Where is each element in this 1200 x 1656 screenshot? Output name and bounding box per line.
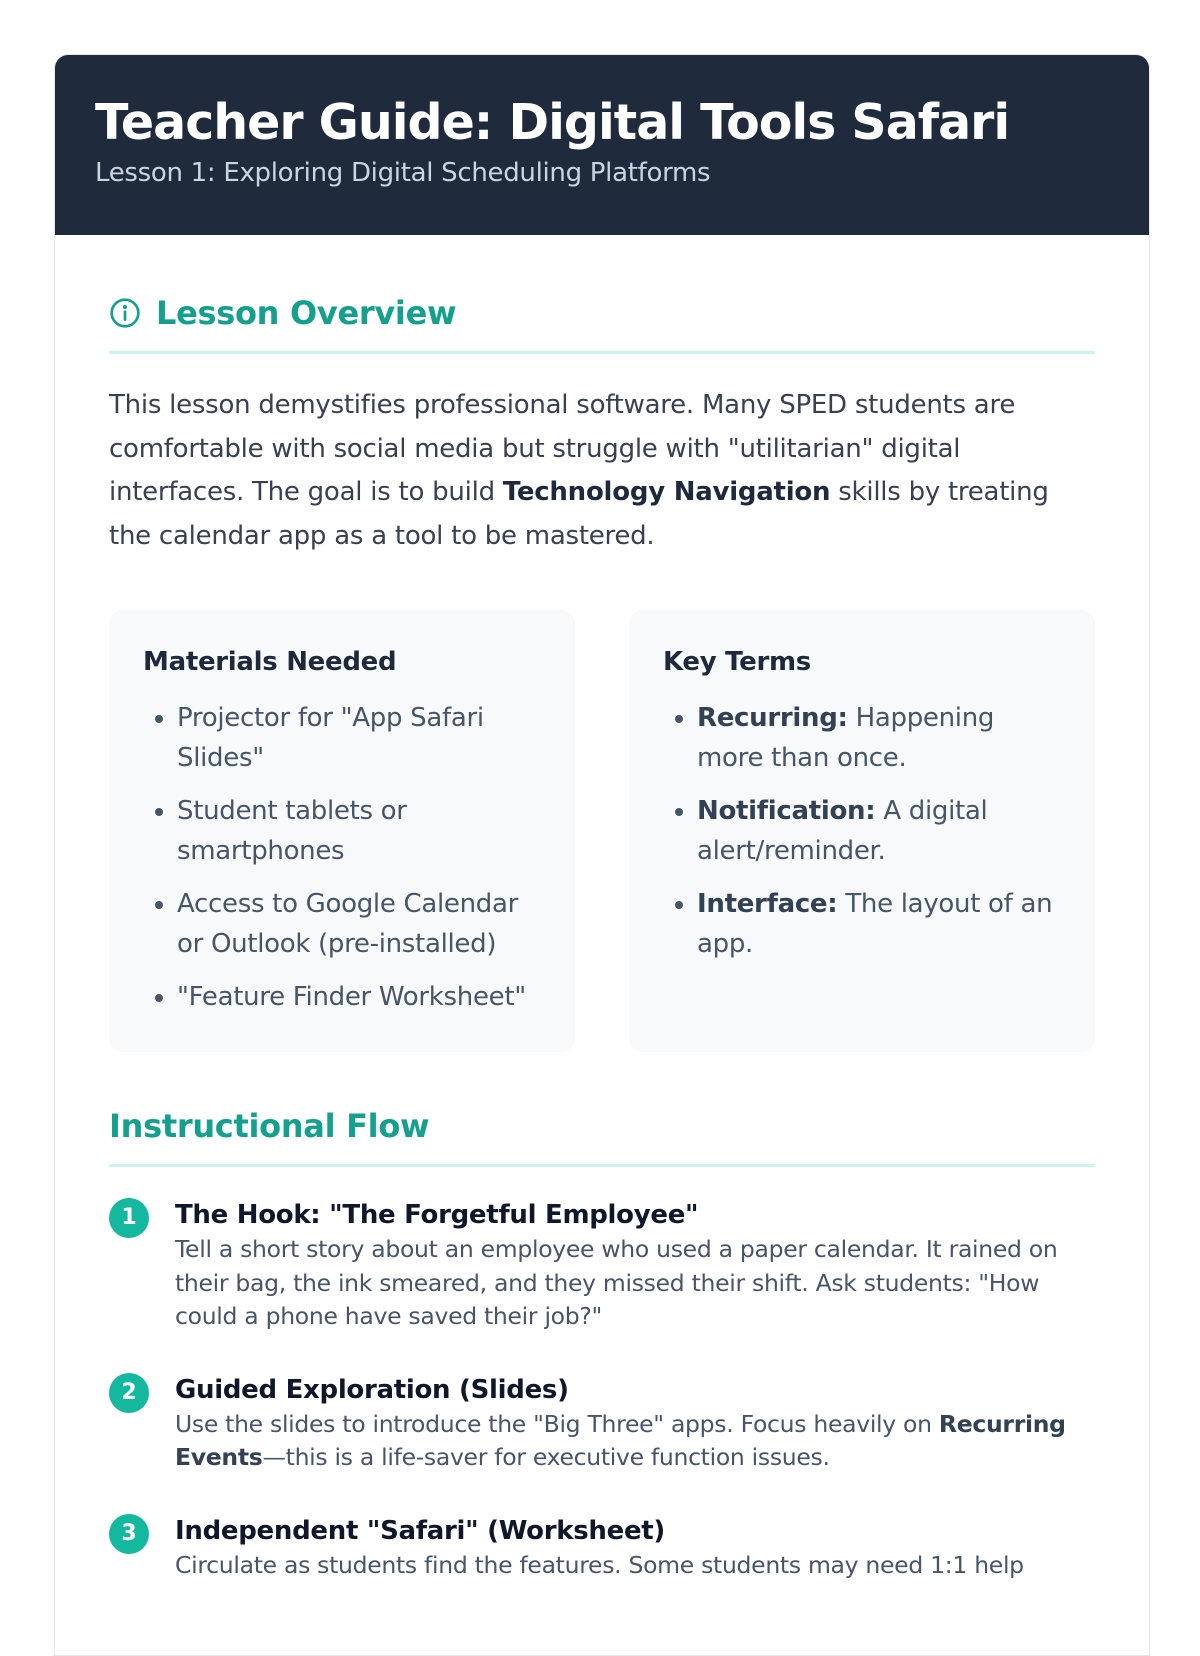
page-title: Teacher Guide: Digital Tools Safari bbox=[95, 94, 1010, 151]
step-text: Tell a short story about an employee who used a paper calendar. It rained on their bag, the ink smeared, and they missed their shift. Ask students: "How could a phone have saved their job?" bbox=[175, 1235, 1058, 1330]
step-number-badge: 2 bbox=[109, 1373, 149, 1413]
page-content bbox=[55, 293, 1149, 1582]
step-text-bold: Recurring Events bbox=[175, 1409, 1066, 1471]
overview-text-part: This lesson demystifies professional software. Many SPED students are comfortable with social media but struggle with "utilitarian" digital interfaces. The goal is to build bbox=[109, 390, 1016, 507]
list-item bbox=[697, 791, 1061, 871]
page-subtitle: Lesson 1: Exploring Digital Scheduling Platforms bbox=[95, 158, 711, 188]
overview-text bbox=[109, 384, 1095, 558]
guide-page bbox=[54, 54, 1150, 1656]
key-terms-list bbox=[663, 698, 1061, 964]
overview-heading-row bbox=[109, 293, 1095, 354]
overview-text-part: skills by treating the calendar app as a tool to be mastered. bbox=[109, 477, 1049, 551]
materials-list bbox=[143, 698, 541, 1017]
materials-heading: Materials Needed bbox=[143, 647, 397, 677]
flow-heading: Instructional Flow bbox=[109, 1106, 1095, 1167]
step-title: Guided Exploration (Slides) bbox=[175, 1374, 569, 1405]
overview-text-bold: Technology Navigation bbox=[502, 477, 831, 507]
step-number-badge: 1 bbox=[109, 1198, 149, 1238]
step-text bbox=[175, 1408, 1095, 1475]
term: Recurring: bbox=[697, 703, 848, 733]
list-item bbox=[697, 698, 1061, 778]
step-body bbox=[175, 1372, 1095, 1475]
list-item: • Access to Google Calendar or Outlook (pre-installed) bbox=[177, 884, 541, 964]
step-title: The Hook: "The Forgetful Employee" bbox=[175, 1200, 699, 1230]
list-item: • Projector for "App Safari Slides" bbox=[177, 698, 541, 778]
page-header bbox=[55, 55, 1149, 235]
definition: The layout of an app. bbox=[697, 889, 1053, 959]
key-terms-card bbox=[629, 610, 1095, 1052]
step-text-part: —this is a life-saver for executive function issues. bbox=[262, 1443, 830, 1471]
flow-step bbox=[109, 1513, 1095, 1583]
step-body bbox=[175, 1197, 1095, 1334]
term: Notification: bbox=[697, 796, 876, 826]
list-item bbox=[697, 884, 1061, 964]
list-item: • Student tablets or smartphones bbox=[177, 791, 541, 871]
flow-step bbox=[109, 1372, 1095, 1475]
step-text: Circulate as students find the features. Some students may need 1:1 help bbox=[175, 1550, 1024, 1579]
definition: Happening more than once. bbox=[697, 703, 995, 773]
info-icon bbox=[109, 297, 141, 329]
overview-heading: Lesson Overview bbox=[156, 294, 457, 332]
list-item: • "Feature Finder Worksheet" bbox=[177, 977, 541, 1017]
term: Interface: bbox=[697, 889, 838, 919]
flow-step bbox=[109, 1197, 1095, 1334]
key-terms-heading: Key Terms bbox=[663, 647, 811, 677]
step-title: Independent "Safari" (Worksheet) bbox=[175, 1515, 665, 1546]
definition: A digital alert/reminder. bbox=[697, 796, 988, 866]
info-cards bbox=[109, 610, 1095, 1052]
step-text-part: Use the slides to introduce the "Big Three" apps. Focus heavily on bbox=[175, 1409, 939, 1438]
materials-card bbox=[109, 610, 575, 1052]
step-number-badge: 3 bbox=[109, 1514, 149, 1554]
step-body bbox=[175, 1513, 1095, 1583]
